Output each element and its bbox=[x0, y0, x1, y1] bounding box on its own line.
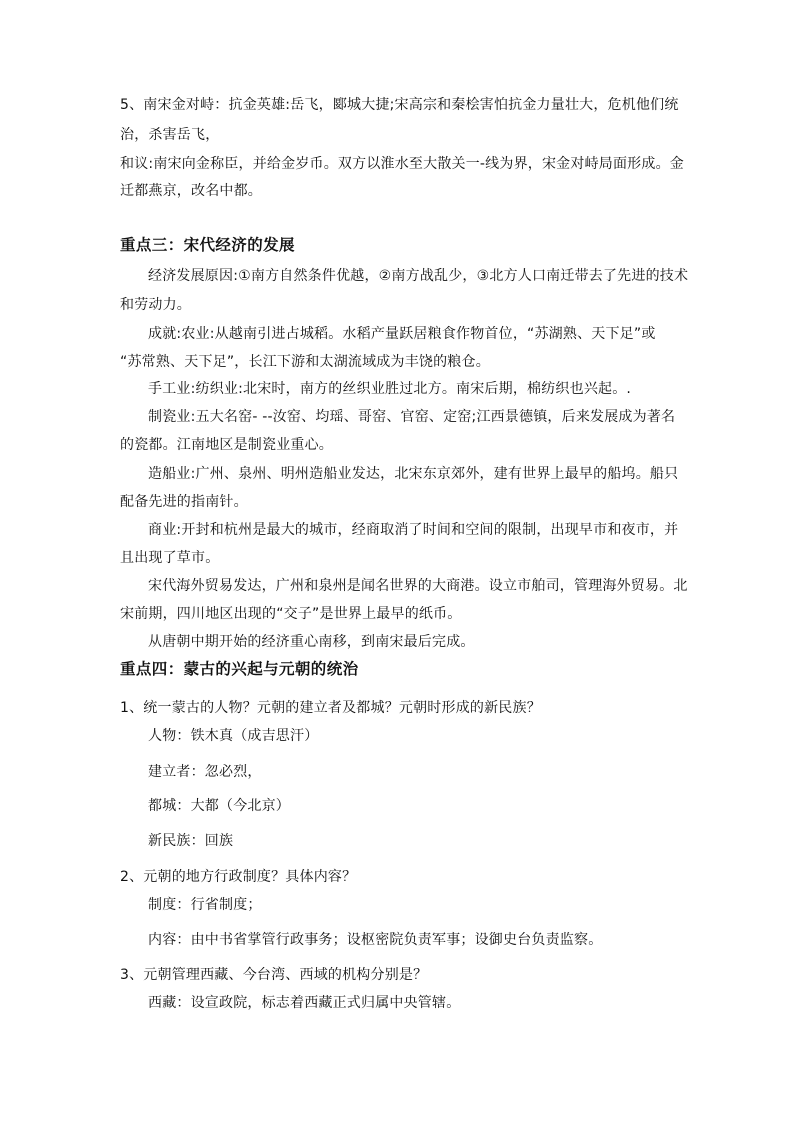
answer-1-ethnic-group: 新民族：回族 bbox=[148, 833, 234, 849]
answer-1-person: 人物：铁木真（成吉思汗） bbox=[148, 728, 319, 744]
paragraph-shipbuilding-line-2: 配备先进的指南针。 bbox=[120, 494, 248, 510]
paragraph-peace-line-1: 和议:南宋向金称臣，并给金岁币。双方以淮水至大散关一-线为界，宋金对峙局面形成。金 bbox=[120, 156, 684, 172]
paragraph-trade-line-2: 宋前期，四川地区出现的“交子”是世界上最早的纸币。 bbox=[120, 606, 462, 622]
paragraph-shipbuilding-line-1: 造船业:广州、泉州、明州造船业发达，北宋东京郊外，建有世界上最早的船坞。船只 bbox=[148, 466, 679, 482]
paragraph-porcelain-line-1: 制瓷业:五大名窑- --汝窑、均瑶、哥窑、官窑、定窑;江西景德镇，后来发展成为著名 bbox=[148, 409, 676, 425]
paragraph-agriculture-line-1: 成就:农业:从越南引进占城稻。水稻产量跃居粮食作物首位，“苏湖熟、天下足”或 bbox=[148, 326, 656, 342]
answer-1-founder: 建立者：忽必烈， bbox=[148, 764, 262, 780]
paragraph-commerce-line-2: 且出现了草市。 bbox=[120, 550, 220, 566]
paragraph-peace-line-2: 迁都燕京，改名中都。 bbox=[120, 183, 262, 199]
paragraph-causes-line-1: 经济发展原因:①南方自然条件优越，②南方战乱少，③北方人口南迁带去了先进的技术 bbox=[148, 268, 689, 284]
question-1: 1、统一蒙古的人物？元朝的建立者及都城？元朝时形成的新民族？ bbox=[120, 700, 541, 716]
answer-2-system: 制度：行省制度； bbox=[148, 897, 262, 913]
answer-2-content: 内容：由中书省掌管行政事务；设枢密院负责军事；设御史台负责监察。 bbox=[148, 932, 603, 948]
section-heading-song-economy: 重点三：宋代经济的发展 bbox=[120, 235, 295, 254]
answer-1-capital: 都城：大都（今北京） bbox=[148, 798, 290, 814]
paragraph-agriculture-line-2: “苏常熟、天下足”，长江下游和太湖流域成为丰饶的粮仓。 bbox=[120, 354, 490, 370]
paragraph-trade-line-1: 宋代海外贸易发达，广州和泉州是闻名世界的大商港。设立市舶司，管理海外贸易。北 bbox=[148, 578, 688, 594]
question-2: 2、元朝的地方行政制度？具体内容？ bbox=[120, 869, 357, 885]
paragraph-porcelain-line-2: 的瓷都。江南地区是制瓷业重心。 bbox=[120, 437, 333, 453]
paragraph-economic-shift: 从唐朝中期开始的经济重心南移，到南宋最后完成。 bbox=[148, 634, 475, 650]
paragraph-handicraft: 手工业:纺织业:北宋时，南方的丝织业胜过北方。南宋后期，棉纺织也兴起。. bbox=[148, 381, 632, 397]
paragraph-commerce-line-1: 商业:开封和杭州是最大的城市，经商取消了时间和空间的限制，出现早市和夜市，并 bbox=[148, 522, 679, 538]
paragraph-causes-line-2: 和劳动力。 bbox=[120, 297, 191, 313]
section-heading-mongol-yuan: 重点四：蒙古的兴起与元朝的统治 bbox=[120, 659, 359, 678]
paragraph-song-jin-line-1: 5、南宋金对峙：抗金英雄:岳飞，郾城大捷;宋高宗和秦桧害怕抗金力量壮大，危机他们统 bbox=[120, 97, 679, 113]
paragraph-song-jin-line-2: 治，杀害岳飞， bbox=[120, 127, 220, 143]
answer-3-tibet: 西藏：设宣政院，标志着西藏正式归属中央管辖。 bbox=[148, 995, 461, 1011]
question-3: 3、元朝管理西藏、今台湾、西域的机构分别是？ bbox=[120, 967, 428, 983]
